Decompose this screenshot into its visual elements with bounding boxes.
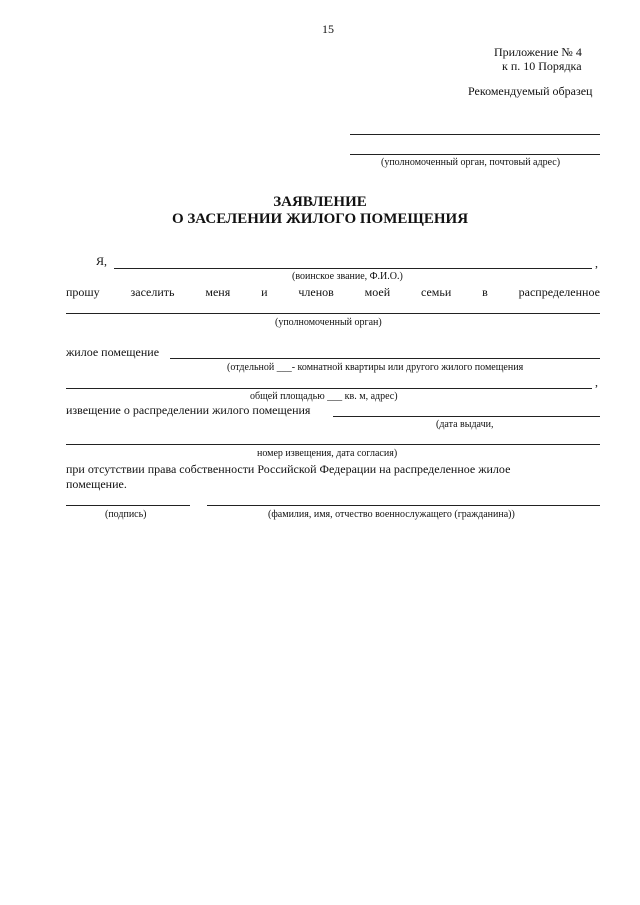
page-number: 15 [322, 22, 334, 36]
request-word: членов [298, 285, 334, 299]
appendix-label: Приложение № 4 [494, 45, 582, 59]
issue-date-caption: (дата выдачи, [436, 419, 494, 430]
recipient-line-2 [350, 154, 600, 155]
notice-number-line [66, 444, 600, 445]
premises-line [170, 358, 600, 359]
request-word: моей [364, 285, 391, 299]
address-line [66, 388, 592, 389]
apartment-caption: (отдельной ___- комнатной квартиры или другого жилого помещения [227, 362, 524, 373]
notice-number-caption: номер извещения, дата согласия) [257, 448, 398, 459]
request-word: меня [205, 285, 231, 299]
rank-name-caption: (воинское звание, Ф.И.О.) [292, 271, 403, 282]
rank-name-line [114, 268, 592, 269]
request-word: семьи [420, 285, 452, 299]
request-word: заселить [130, 285, 175, 299]
area-caption: общей площадью ___ кв. м, адрес) [250, 391, 398, 402]
recipient-caption: (уполномоченный орган, почтовый адрес) [381, 157, 561, 168]
closing-text-line-1: при отсутствии права собственности Российской Федерации на распределенное жилое [66, 462, 511, 476]
sample-note: Рекомендуемый образец [468, 84, 593, 98]
line-comma: , [595, 256, 598, 270]
premises-label: жилое помещение [66, 345, 160, 359]
authority-line [66, 313, 600, 314]
recipient-line-1 [350, 134, 600, 135]
request-word: распределенное [518, 285, 600, 299]
request-word: и [261, 285, 268, 299]
fullname-line [207, 505, 600, 506]
closing-text-line-2: помещение. [66, 477, 127, 491]
appendix-reference: к п. 10 Порядка [502, 59, 582, 73]
request-word: в [482, 285, 488, 299]
document-subtitle: О ЗАСЕЛЕНИИ ЖИЛОГО ПОМЕЩЕНИЯ [171, 211, 469, 227]
signature-caption: (подпись) [105, 509, 147, 520]
notice-line [333, 416, 600, 417]
notice-label: извещение о распределении жилого помещения [66, 403, 311, 417]
address-comma: , [595, 375, 598, 389]
document-title: ЗАЯВЛЕНИЕ [273, 194, 367, 210]
signature-line [66, 505, 190, 506]
authority-caption: (уполномоченный орган) [275, 317, 382, 328]
request-line [66, 285, 600, 300]
request-word: прошу [66, 285, 100, 299]
fullname-caption: (фамилия, имя, отчество военнослужащего (гражданина)) [268, 509, 515, 520]
i-label: Я, [96, 254, 108, 268]
